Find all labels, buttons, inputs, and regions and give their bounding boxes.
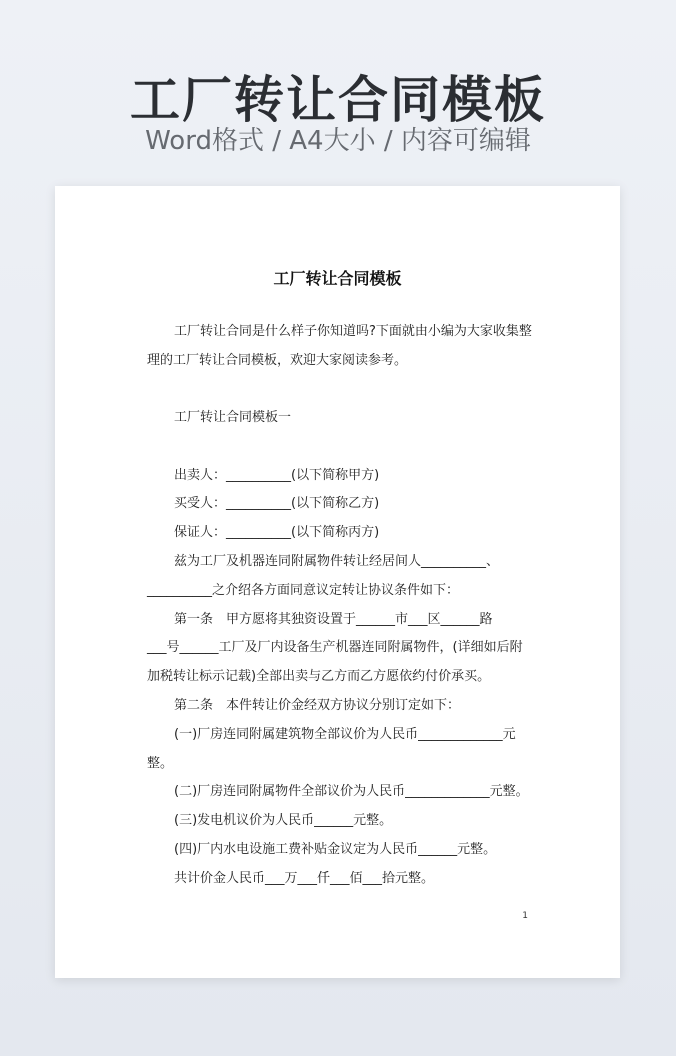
page-number: 1 — [522, 911, 528, 921]
price-item-line: (四)厂内水电设施工费补贴金议定为人民币______元整。 — [174, 842, 497, 857]
price-item-line: (一)厂房连同附属建筑物全部议价为人民币_____________元 — [174, 727, 516, 742]
section-heading: 工厂转让合同模板一 — [174, 410, 292, 425]
banner-title: 工厂转让合同模板 — [130, 71, 546, 129]
paragraph-line: 兹为工厂及机器连同附属物件转让经居间人__________、 — [174, 554, 500, 569]
article-one-line: 第一条 甲方愿将其独资设置于______市___区______路 — [174, 612, 493, 627]
article-one-line: 加税转让标示记载)全部出卖与乙方而乙方愿依约付价承买。 — [147, 669, 491, 684]
paragraph-line: __________之介绍各方面同意议定转让协议条件如下： — [147, 583, 460, 598]
article-two-line: 第二条 本件转让价金经双方协议分别订定如下： — [174, 698, 461, 713]
paragraph-line: 理的工厂转让合同模板，欢迎大家阅读参考。 — [147, 353, 408, 368]
price-item-line: (三)发电机议价为人民币______元整。 — [174, 813, 393, 828]
party-guarantor: 保证人：__________(以下简称丙方) — [174, 525, 380, 540]
price-item-line: 整。 — [147, 756, 174, 771]
price-item-line: (二)厂房连同附属物件全部议价为人民币_____________元整。 — [174, 784, 529, 799]
article-one-line: ___号______工厂及厂内设备生产机器连同附属物件，(详细如后附 — [147, 640, 523, 655]
party-buyer: 买受人：__________(以下简称乙方) — [174, 496, 380, 511]
price-total-line: 共计价金人民币___万___仟___佰___拾元整。 — [174, 871, 435, 886]
document-page — [55, 186, 620, 978]
party-seller: 出卖人：__________(以下简称甲方) — [174, 468, 380, 483]
banner-subtitle: Word格式 / A4大小 / 内容可编辑 — [145, 126, 531, 156]
document-title: 工厂转让合同模板 — [273, 269, 402, 288]
paragraph-line: 工厂转让合同是什么样子你知道吗?下面就由小编为大家收集整 — [174, 324, 532, 339]
